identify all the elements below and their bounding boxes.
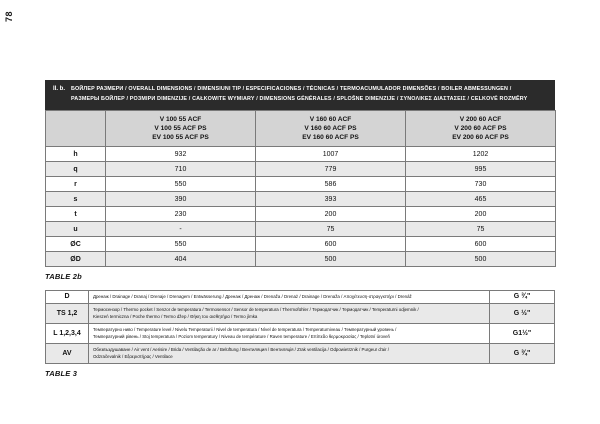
table-row bbox=[46, 237, 556, 252]
cell-value: 230 bbox=[106, 207, 256, 222]
model-name-line1: V 200 60 ACF bbox=[459, 116, 502, 123]
legend-table-caption: TABLE 3 bbox=[45, 368, 78, 378]
cell-value: 200 bbox=[406, 207, 556, 222]
legend-row bbox=[46, 323, 555, 343]
legend-row bbox=[46, 291, 555, 304]
cell-value: 75 bbox=[256, 222, 406, 237]
cell-value: 730 bbox=[406, 177, 556, 192]
cell-value: 779 bbox=[256, 162, 406, 177]
legend-description-line2: Температурний рівень / Stoj temperatura / Poziom temperatury / Niveau de température / Raven temperature / Επίπεδο θερμοκρασίας / Teplotní úroveň bbox=[93, 334, 390, 339]
cell-value: 500 bbox=[406, 252, 556, 267]
legend-connection-size: G ¾" bbox=[490, 343, 555, 363]
legend-section bbox=[45, 290, 555, 378]
legend-description-line1: Термосензор / Thermo pocket / Senzor de temperatura / Termosensor / Sensor de temperatura / Thermofühler / Термодатчик / Термодатчик / Temperaturni odjemnik / bbox=[93, 306, 419, 312]
cell-value: - bbox=[106, 222, 256, 237]
legend-key: L 1,2,3,4 bbox=[46, 323, 89, 343]
cell-value: 200 bbox=[256, 207, 406, 222]
table-header-row bbox=[46, 111, 556, 147]
model-name-line1: V 160 60 ACF bbox=[309, 116, 352, 123]
section-title-line1: БОЙЛЕР РАЗМЕРИ / OVERALL DIMENSIONS / DIMENSIUNI TIP / ESPECIFICACIONES / TÉCNICAS / TERMOACUMULADOR DIMENSÕES / BOILER ABMESSUNGEN / bbox=[71, 86, 512, 92]
model-name-line2: V 160 60 ACF PS bbox=[304, 125, 357, 132]
row-label: s bbox=[46, 192, 106, 207]
table-row bbox=[46, 252, 556, 267]
section-title-line2: РАЗМЕРЫ БОЙЛЕР / РОЗМІРИ DIMENZIJE / CAŁKOWITE WYMIARY / DIMENSIONS GÉNÉRALES / SPLOŠNE DIMENZIJE / ΣΥΝΟΛΙΚΕΣ ΔΙΑΣΤΑΣΕΙΣ / CELKOVÉ ROZMĚRY bbox=[71, 95, 528, 102]
legend-description bbox=[89, 343, 490, 363]
row-label: r bbox=[46, 177, 106, 192]
legend-row bbox=[46, 343, 555, 363]
page-number: 78 bbox=[4, 10, 14, 22]
cell-value: 500 bbox=[256, 252, 406, 267]
legend-description-line2: Odzračevalnik / Εξαεριστήρας / Ventilace bbox=[93, 354, 173, 359]
legend-key: AV bbox=[46, 343, 89, 363]
legend-key: TS 1,2 bbox=[46, 303, 89, 323]
model-name-line3: EV 160 60 ACF PS bbox=[302, 134, 359, 141]
table-row bbox=[46, 177, 556, 192]
cell-value: 995 bbox=[406, 162, 556, 177]
legend-connection-size: G ¾" bbox=[490, 291, 555, 304]
dimensions-table bbox=[45, 110, 556, 267]
cell-value: 586 bbox=[256, 177, 406, 192]
legend-description-line1: Обезвъздушаване / Air vent / Aerisire / Brida / Ventilação de ar / Belüftung / Вентиляция / Вентиляція / Zrak ventilacija / Odpowietrznik / Purgeur d'air / bbox=[93, 346, 389, 352]
legend-connection-size: G ½" bbox=[490, 303, 555, 323]
cell-value: 710 bbox=[106, 162, 256, 177]
row-label: ØC bbox=[46, 237, 106, 252]
legend-key: D bbox=[46, 291, 89, 304]
legend-description-line2: Kieszeń termiczna / Poche thermo / Termo džep / Θήκη του αισθητήρα / Termo jímka bbox=[93, 314, 258, 319]
cell-value: 600 bbox=[406, 237, 556, 252]
cell-value: 600 bbox=[256, 237, 406, 252]
cell-value: 550 bbox=[106, 177, 256, 192]
cell-value: 1007 bbox=[256, 147, 406, 162]
row-label: t bbox=[46, 207, 106, 222]
legend-description-line1: Температурно ниво / Temperature level / Nivelu Temperaturii / Nivel de temperatura / Nível de temperatura / Temperaturniveau / Температурный уровень / bbox=[93, 326, 397, 332]
model-name-line3: EV 100 55 ACF PS bbox=[152, 134, 209, 141]
dimensions-section bbox=[45, 80, 555, 281]
cell-value: 404 bbox=[106, 252, 256, 267]
table-corner-cell bbox=[46, 111, 106, 147]
section-code: II. b. bbox=[53, 86, 65, 92]
table-row bbox=[46, 147, 556, 162]
legend-row bbox=[46, 303, 555, 323]
legend-description bbox=[89, 291, 490, 304]
table-row bbox=[46, 192, 556, 207]
dimensions-table-caption: TABLE 2b bbox=[45, 272, 82, 281]
legend-table bbox=[45, 290, 555, 364]
model-name-line2: V 100 55 ACF PS bbox=[154, 125, 207, 132]
legend-connection-size: G1½" bbox=[490, 323, 555, 343]
row-label: h bbox=[46, 147, 106, 162]
column-header-model-2 bbox=[256, 111, 406, 147]
section-title bbox=[71, 85, 533, 104]
legend-description bbox=[89, 303, 490, 323]
row-label: ØD bbox=[46, 252, 106, 267]
column-header-model-1 bbox=[106, 111, 256, 147]
row-label: u bbox=[46, 222, 106, 237]
table-row bbox=[46, 207, 556, 222]
cell-value: 1202 bbox=[406, 147, 556, 162]
legend-description-line1: Дренаж / Drainage / Dranaj / Drenaje / Drenagem / Entwässerung / Дренаж / Дренаж / Drenaža / Drenaż / Drainage / Drenaža / Αποχέτευση-στραγγιστήρι / Drenáž bbox=[93, 294, 412, 299]
row-label: q bbox=[46, 162, 106, 177]
model-name-line2: V 200 60 ACF PS bbox=[454, 125, 507, 132]
cell-value: 550 bbox=[106, 237, 256, 252]
model-name-line1: V 100 55 ACF bbox=[159, 116, 202, 123]
cell-value: 465 bbox=[406, 192, 556, 207]
model-name-line3: EV 200 60 ACF PS bbox=[452, 134, 509, 141]
cell-value: 932 bbox=[106, 147, 256, 162]
cell-value: 393 bbox=[256, 192, 406, 207]
table-row bbox=[46, 222, 556, 237]
section-banner bbox=[45, 80, 555, 110]
legend-description bbox=[89, 323, 490, 343]
column-header-model-3 bbox=[406, 111, 556, 147]
table-row bbox=[46, 162, 556, 177]
cell-value: 390 bbox=[106, 192, 256, 207]
cell-value: 75 bbox=[406, 222, 556, 237]
